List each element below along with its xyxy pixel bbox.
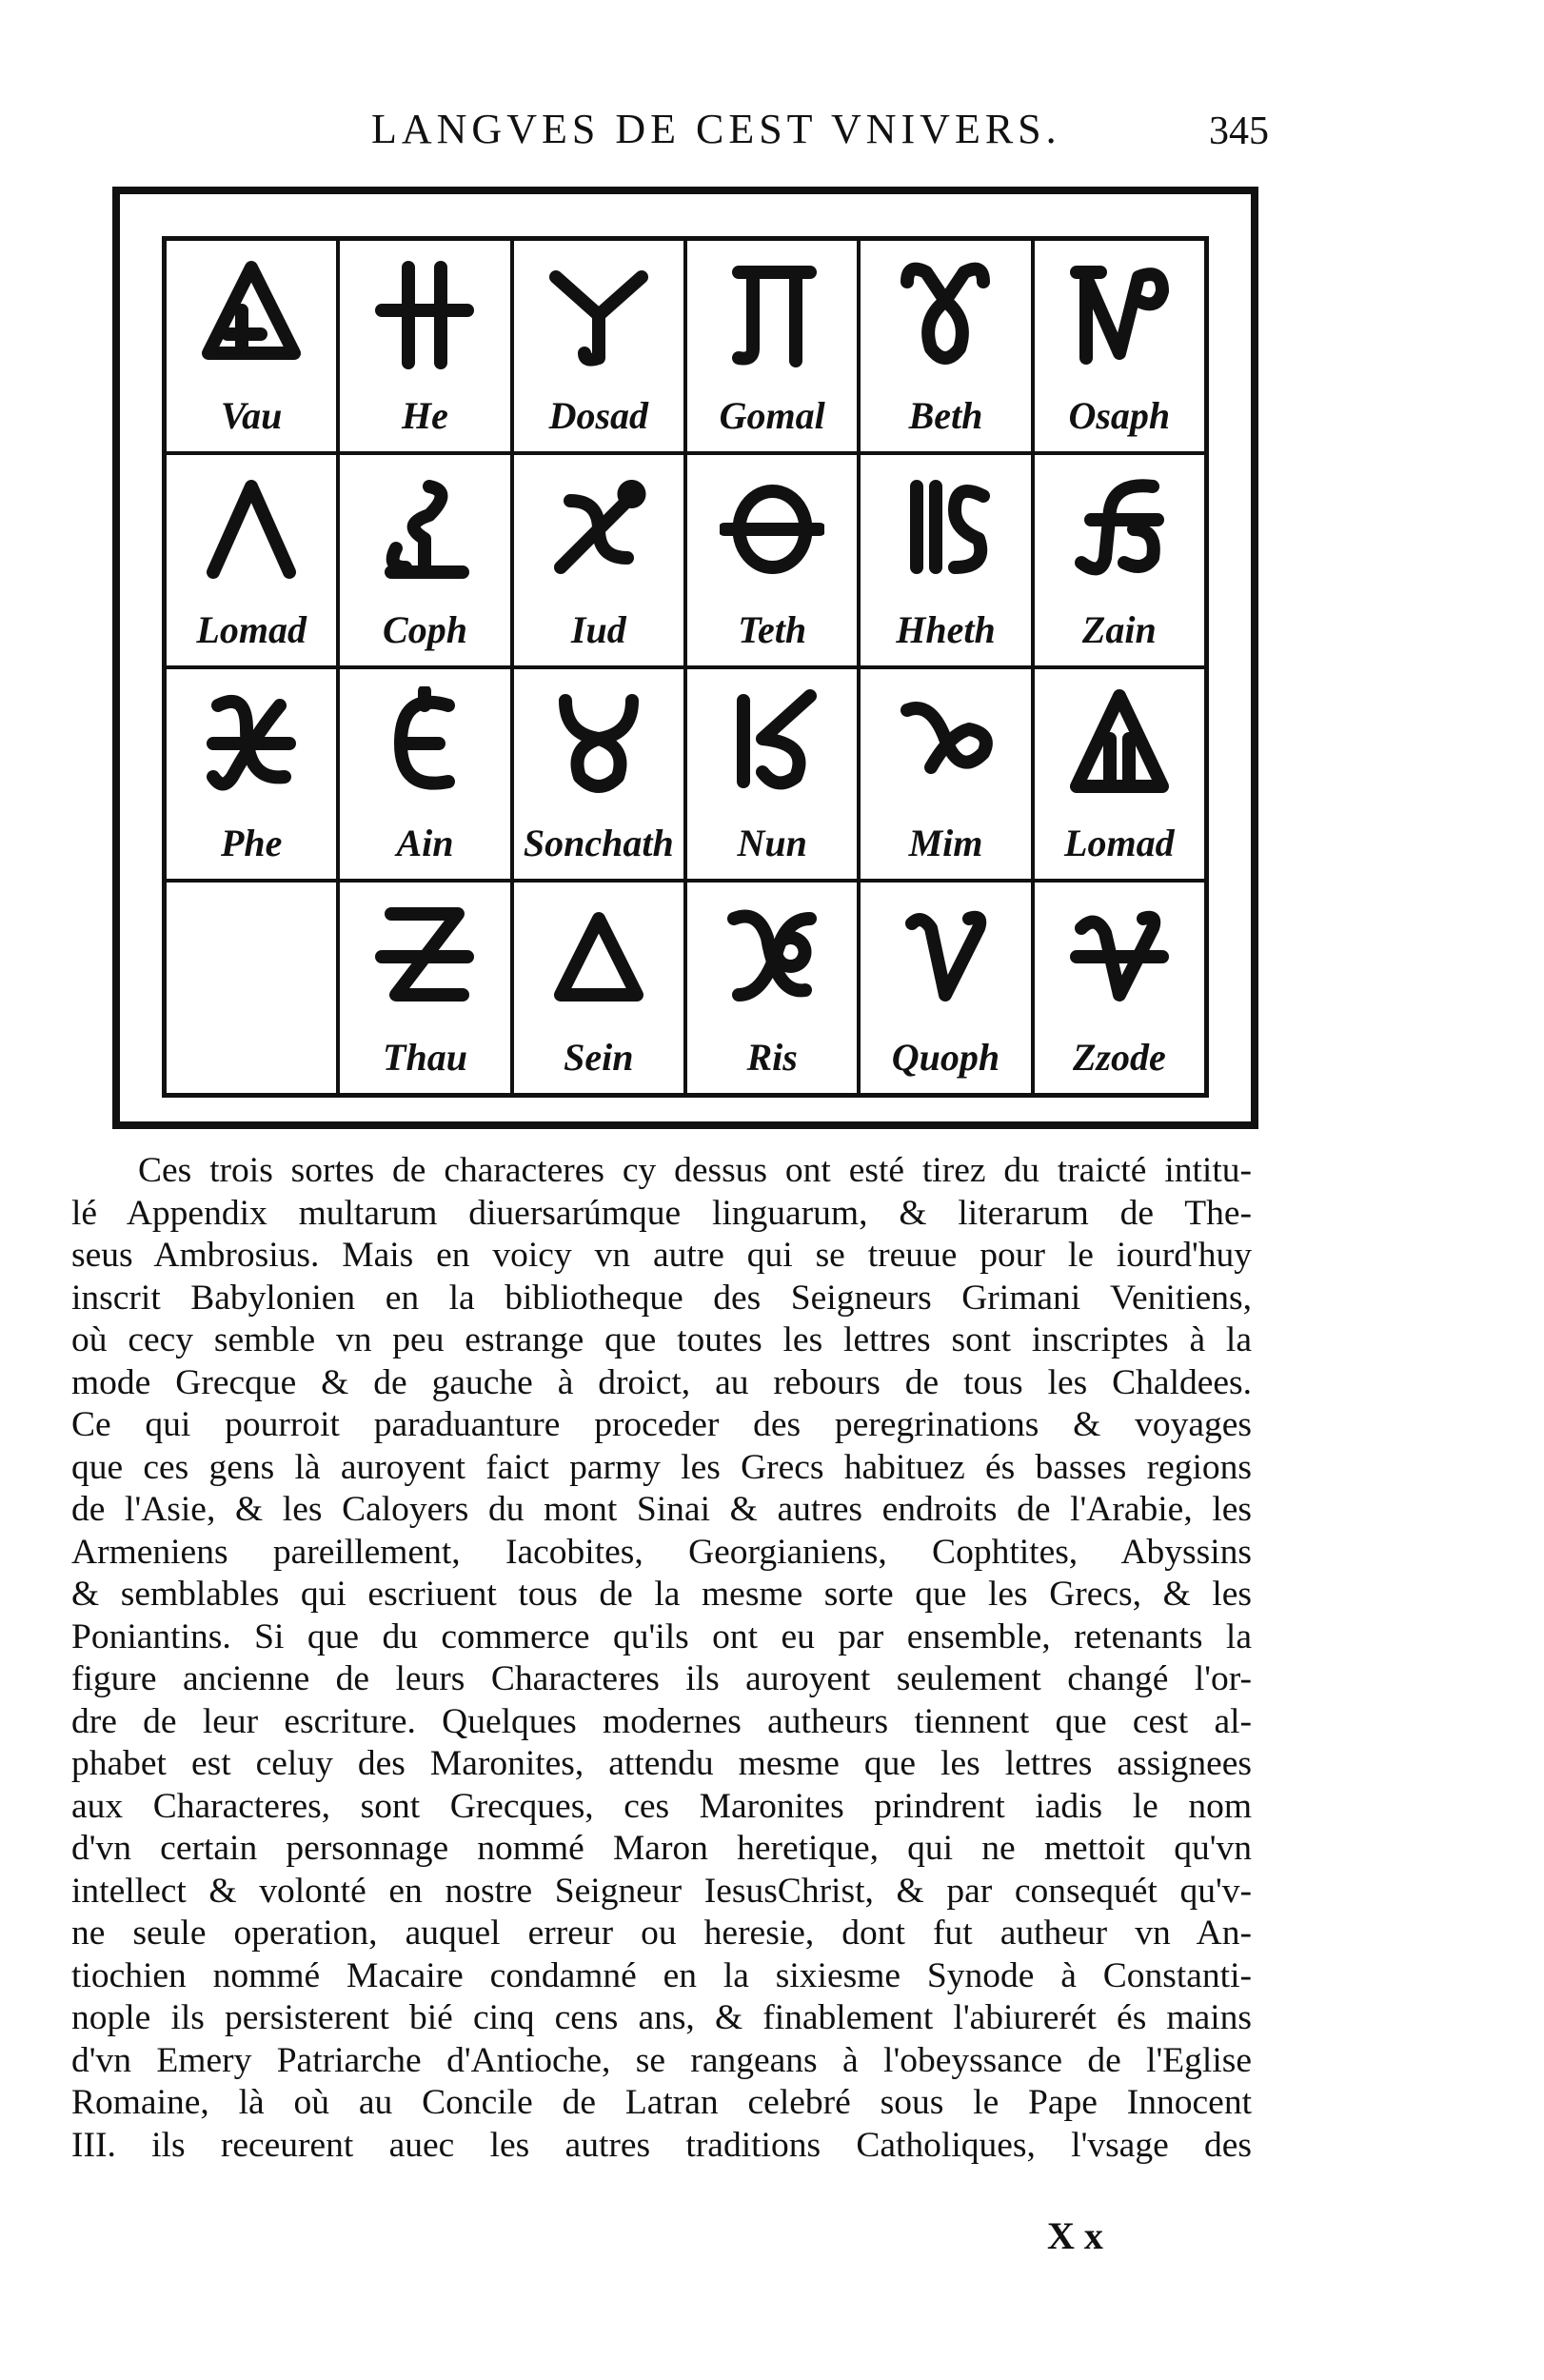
signature-mark: X x bbox=[1047, 2214, 1103, 2257]
letter-name: Thau bbox=[383, 1036, 467, 1079]
letter-cell bbox=[1033, 453, 1206, 667]
letter-name: Zzode bbox=[1072, 1036, 1166, 1079]
text-line: Romaine, là où au Concile de Latran celebré sous le Pape Innocent bbox=[71, 2083, 1252, 2122]
text-line: d'vn certain personnage nommé Maron heretique, qui ne mettoit qu'vn bbox=[71, 1829, 1252, 1868]
letter-cell bbox=[685, 239, 859, 453]
letter-cell bbox=[338, 453, 511, 667]
letter-name: Ris bbox=[746, 1036, 798, 1079]
text-line: seus Ambrosius. Mais en voicy vn autre qui se treuue pour le iourd'huy bbox=[71, 1236, 1252, 1275]
text-line: ne seule operation, auquel erreur ou heresie, dont fut autheur vn An- bbox=[71, 1914, 1252, 1953]
letter-name: Gomal bbox=[719, 393, 825, 437]
letter-name: Osaph bbox=[1068, 393, 1171, 437]
letter-cell bbox=[512, 239, 685, 453]
letter-name: Vau bbox=[220, 393, 283, 437]
running-title: LANGVES DE CEST VNIVERS. bbox=[371, 106, 1061, 152]
letter-mim-glyph bbox=[893, 686, 998, 801]
letter-cell bbox=[685, 881, 859, 1095]
text-line: que ces gens là auroyent faict parmy les Grecs habituez és basses regions bbox=[71, 1447, 1252, 1487]
letter-cell bbox=[165, 667, 338, 882]
text-line: où cecy semble vn peu estrange que toutes les lettres sont inscriptes à la bbox=[71, 1320, 1252, 1359]
letter-ris-glyph bbox=[720, 900, 824, 1014]
alphabet-table-frame bbox=[112, 187, 1258, 1129]
page-header bbox=[114, 105, 1466, 162]
letter-name: Hheth bbox=[896, 607, 996, 651]
text-line: Armeniens pareillement, Iacobites, Georgianiens, Cophtites, Abyssins bbox=[71, 1532, 1252, 1572]
letter-name: Beth bbox=[908, 393, 983, 437]
letter-osaph-glyph bbox=[1067, 258, 1172, 372]
letter-cell bbox=[165, 239, 338, 453]
body-paragraph bbox=[71, 1150, 1252, 2167]
letter-name: Sonchath bbox=[523, 822, 674, 865]
text-line: lé Appendix multarum diuersarúmque linguarum, & literarum de The- bbox=[71, 1193, 1252, 1233]
letter-lomad-tri-glyph bbox=[1067, 686, 1172, 801]
text-line: inscrit Babylonien en la bibliotheque des Seigneurs Grimani Venitiens, bbox=[71, 1278, 1252, 1318]
letter-thau-glyph bbox=[372, 900, 477, 1014]
letter-zzode-glyph bbox=[1067, 900, 1172, 1014]
letter-iud-glyph bbox=[546, 472, 651, 586]
letter-coph-glyph bbox=[372, 472, 477, 586]
text-line: phabet est celuy des Maronites, attendu mesme que les lettres assignees bbox=[71, 1744, 1252, 1783]
letter-teth-glyph bbox=[720, 472, 824, 586]
letter-name: He bbox=[402, 393, 448, 437]
letter-name: Phe bbox=[220, 822, 283, 865]
letter-beth-glyph bbox=[893, 258, 998, 372]
letter-cell bbox=[512, 881, 685, 1095]
text-line: Poniantins. Si que du commerce qu'ils ont eu par ensemble, retenants la bbox=[71, 1616, 1252, 1656]
letter-zain-glyph bbox=[1067, 472, 1172, 586]
letter-cell bbox=[1033, 881, 1206, 1095]
letter-he-glyph bbox=[372, 258, 477, 372]
letter-name: Sein bbox=[564, 1036, 634, 1079]
letter-sonchath-glyph bbox=[546, 686, 651, 801]
letter-name: Coph bbox=[383, 607, 467, 651]
letter-nun-glyph bbox=[720, 686, 824, 801]
letter-name: Teth bbox=[738, 607, 807, 651]
text-line: intellect & volonté en nostre Seigneur IesusChrist, & par consequét qu'v- bbox=[71, 1871, 1252, 1911]
letter-cell bbox=[859, 239, 1032, 453]
letter-gomal-glyph bbox=[720, 258, 824, 372]
letter-name: Lomad bbox=[196, 607, 307, 651]
text-line: mode Grecque & de gauche à droict, au rebours de tous les Chaldees. bbox=[71, 1362, 1252, 1402]
text-line: tiochien nommé Macaire condamné en la sixiesme Synode à Constanti- bbox=[71, 1955, 1252, 1995]
letter-name: Lomad bbox=[1064, 822, 1175, 865]
letter-cell bbox=[338, 881, 511, 1095]
letter-dosad-glyph bbox=[546, 258, 651, 372]
letter-name: Mim bbox=[908, 822, 983, 865]
letter-cell bbox=[685, 667, 859, 882]
letter-cell bbox=[338, 667, 511, 882]
letter-hheth-glyph bbox=[893, 472, 998, 586]
text-line: figure ancienne de leurs Characteres ils auroyent seulement changé l'or- bbox=[71, 1659, 1252, 1698]
text-line: aux Characteres, sont Grecques, ces Maronites prindrent iadis le nom bbox=[71, 1786, 1252, 1826]
letter-phe-glyph bbox=[199, 686, 304, 801]
empty-cell bbox=[165, 881, 338, 1095]
letter-name: Nun bbox=[737, 822, 807, 865]
text-line: III. ils receurent auec les autres traditions Catholiques, l'vsage des bbox=[71, 2125, 1252, 2165]
letter-cell bbox=[1033, 667, 1206, 882]
letter-name: Zain bbox=[1081, 607, 1157, 651]
letter-vau-glyph bbox=[199, 258, 304, 372]
letter-lomad-glyph bbox=[199, 472, 304, 586]
letter-name: Quoph bbox=[891, 1036, 1000, 1079]
text-line: Ce qui pourroit paraduanture proceder des peregrinations & voyages bbox=[71, 1405, 1252, 1444]
letter-name: Dosad bbox=[548, 393, 649, 437]
letter-cell bbox=[512, 667, 685, 882]
text-line: d'vn Emery Patriarche d'Antioche, se rangeans à l'obeyssance de l'Eglise bbox=[71, 2040, 1252, 2080]
letter-name: Ain bbox=[396, 822, 454, 865]
letter-quoph-glyph bbox=[893, 900, 998, 1014]
letter-cell bbox=[859, 453, 1032, 667]
text-line: Ces trois sortes de characteres cy dessus ont esté tirez du traicté intitu- bbox=[138, 1151, 1252, 1190]
letter-cell bbox=[1033, 239, 1206, 453]
letter-cell bbox=[685, 453, 859, 667]
letter-cell bbox=[512, 453, 685, 667]
text-line: dre de leur escriture. Quelques modernes autheurs tiennent que cest al- bbox=[71, 1701, 1252, 1741]
page-number: 345 bbox=[1209, 109, 1269, 153]
text-line: & semblables qui escriuent tous de la mesme sorte que les Grecs, & les bbox=[71, 1575, 1252, 1614]
letter-cell bbox=[338, 239, 511, 453]
letter-name: Iud bbox=[570, 607, 626, 651]
text-line: de l'Asie, & les Caloyers du mont Sinai & autres endroits de l'Arabie, les bbox=[71, 1490, 1252, 1529]
letter-sein-glyph bbox=[546, 900, 651, 1014]
letter-cell bbox=[165, 453, 338, 667]
letter-ain-glyph bbox=[372, 686, 477, 801]
letter-cell bbox=[859, 881, 1032, 1095]
letter-cell bbox=[859, 667, 1032, 882]
alphabet-table bbox=[162, 236, 1209, 1098]
text-line: nople ils persisterent bié cinq cens ans, & finablement l'abiurerét és mains bbox=[71, 1998, 1252, 2037]
